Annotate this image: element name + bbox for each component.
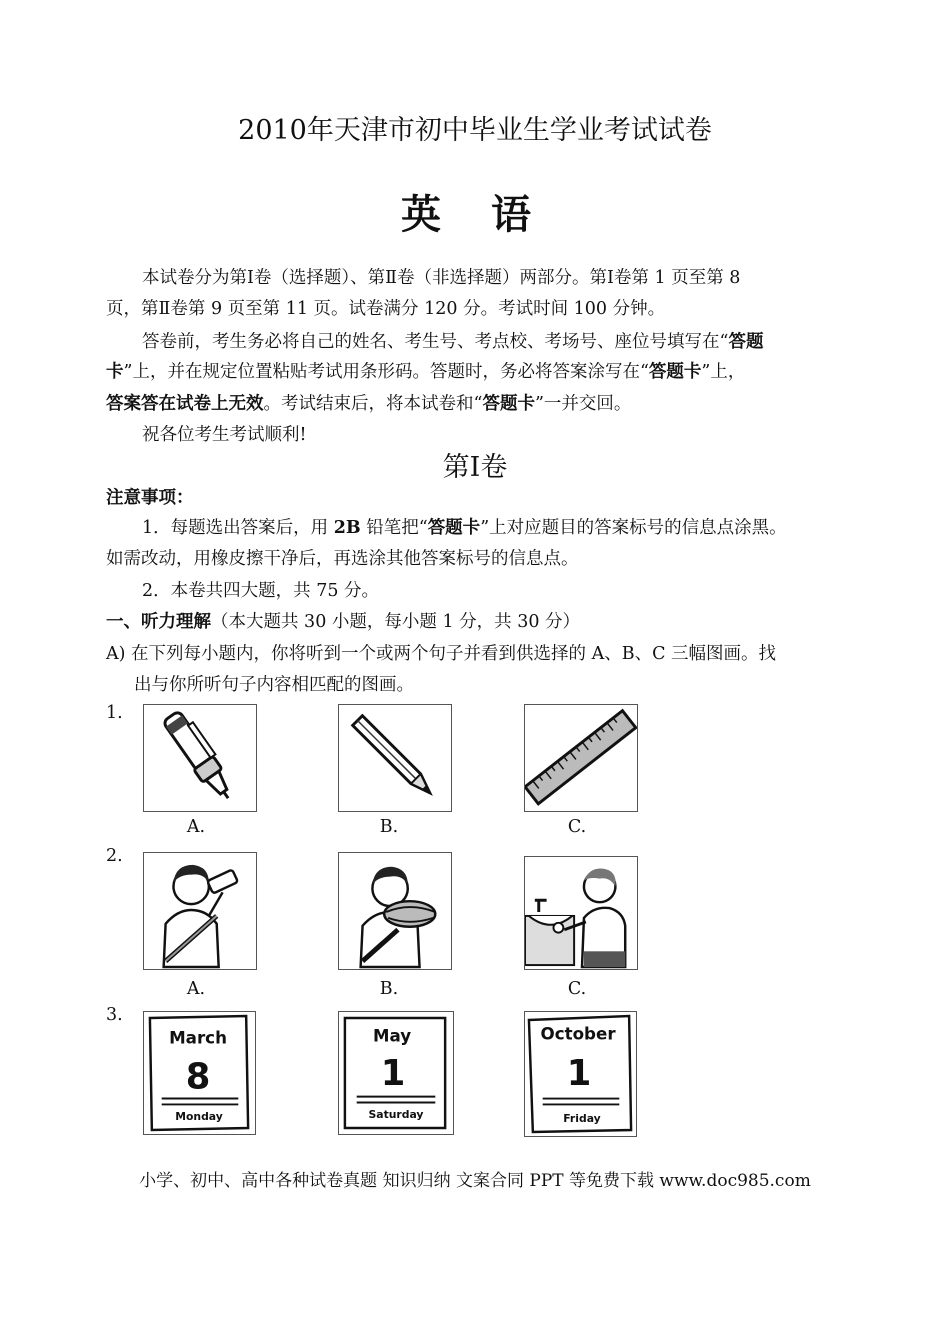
- text: 铅笔把“: [360, 518, 428, 538]
- boy-eating-icon: [339, 853, 451, 969]
- intro-line: 本试卷分为第Ⅰ卷（选择题）、第Ⅱ卷（非选择题）两部分。第Ⅰ卷第 1 页至第 8: [142, 268, 741, 288]
- text: ”上，并在规定位置粘贴考试用条形码。答题时，务必将答案涂写在“: [123, 362, 649, 382]
- intro-line: [106, 390, 631, 415]
- boy-drinking-icon: [144, 853, 256, 969]
- calendar-weekday: Monday: [175, 1110, 223, 1124]
- option-picture: [524, 704, 638, 812]
- calendar-icon: [525, 1012, 636, 1136]
- option-label: B.: [379, 817, 399, 837]
- option-label: A.: [186, 979, 206, 999]
- intro-line: [142, 328, 763, 353]
- note-line: 2．本卷共四大题，共 75 分。: [142, 581, 380, 601]
- text: ”一并交回。: [534, 394, 632, 414]
- option-picture: [143, 852, 257, 970]
- note-line: 如需改动，用橡皮擦干净后，再选涂其他答案标号的信息点。: [106, 549, 579, 569]
- calendar-picture: [524, 1011, 637, 1137]
- calendar-month: October: [540, 1024, 616, 1044]
- calendar-month: March: [169, 1028, 227, 1048]
- bold-text: 答题卡: [648, 362, 702, 382]
- intro-line: [106, 358, 745, 383]
- option-picture: [143, 704, 257, 812]
- ruler-icon: [525, 705, 637, 811]
- bold-text: 卡: [106, 362, 124, 382]
- question-number: 2.: [106, 846, 123, 866]
- listening-heading: [106, 608, 580, 633]
- text: （本大题共 30 小题，每小题 1 分，共 30 分）: [211, 612, 581, 632]
- text: ”上对应题目的答案标号的信息点涂黑。: [480, 518, 787, 538]
- option-label: B.: [379, 979, 399, 999]
- intro-line: 页，第Ⅱ卷第 9 页至第 11 页。试卷满分 120 分。考试时间 100 分钟。: [106, 299, 666, 319]
- bold-text: 一、听力理解: [106, 612, 211, 632]
- note-line: [142, 514, 787, 539]
- calendar-day: 1: [380, 1052, 406, 1094]
- intro-line: 祝各位考生考试顺利!: [142, 425, 307, 445]
- notes-heading: 注意事项：: [106, 488, 194, 508]
- bold-text: 2B: [333, 518, 361, 538]
- boy-washing-hands-icon: [525, 857, 637, 969]
- bold-text: 答题卡: [482, 394, 535, 414]
- calendar-weekday: Saturday: [368, 1108, 424, 1122]
- instruction-line: 出与你所听句子内容相匹配的图画。: [134, 675, 414, 695]
- bold-text: 答题: [728, 332, 764, 352]
- calendar-picture: [143, 1011, 256, 1135]
- text: ”上，: [701, 362, 746, 382]
- option-label: C.: [567, 817, 587, 837]
- instruction-line: A) 在下列每小题内，你将听到一个或两个句子并看到供选择的 A、B、C 三幅图画。找: [106, 644, 777, 664]
- bold-text: 答案答在试卷上无效: [106, 394, 264, 414]
- text: 1．每题选出答案后，用: [142, 518, 334, 538]
- subject-title: 英 语: [401, 191, 549, 238]
- calendar-picture: [338, 1011, 454, 1135]
- calendar-day: 1: [566, 1052, 592, 1094]
- calendar-day: 8: [185, 1056, 211, 1098]
- text: 答卷前，考生务必将自己的姓名、考生号、考点校、考场号、座位号填写在“: [142, 332, 729, 352]
- question-number: 3.: [106, 1005, 123, 1025]
- question-number: 1.: [106, 703, 123, 723]
- pen-icon: [144, 705, 256, 811]
- part1-title: 第Ⅰ卷: [442, 452, 508, 483]
- exam-title: 2010年天津市初中毕业生学业考试试卷: [238, 115, 712, 146]
- calendar-month: May: [372, 1025, 412, 1046]
- pencil-icon: [339, 705, 451, 811]
- option-label: A.: [186, 817, 206, 837]
- calendar-weekday: Friday: [563, 1112, 601, 1126]
- option-label: C.: [567, 979, 587, 999]
- option-picture: [524, 856, 638, 970]
- text: 。考试结束后，将本试卷和“: [263, 394, 483, 414]
- bold-text: 答题卡: [427, 518, 481, 538]
- option-picture: [338, 852, 452, 970]
- calendar-icon: [339, 1012, 453, 1134]
- option-picture: [338, 704, 452, 812]
- calendar-icon: [144, 1012, 255, 1134]
- footer-text: 小学、初中、高中各种试卷真题 知识归纳 文案合同 PPT 等免费下载 www.doc985.com: [139, 1171, 811, 1191]
